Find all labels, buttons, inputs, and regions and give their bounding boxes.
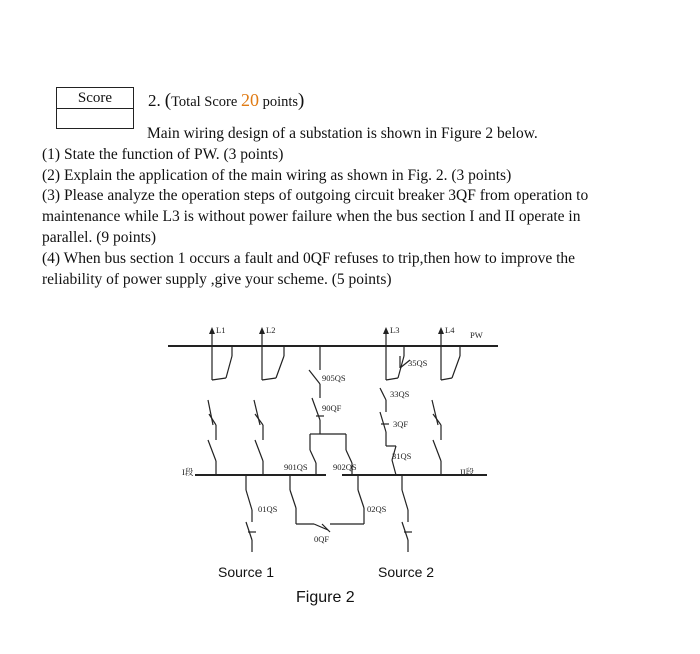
label-l3: L3 — [390, 325, 400, 335]
question-item-3: (3) Please analyze the operation steps of outgoing circuit breaker 3QF from operation to maintenance while L3 is without power failure when the bus section I and II operate in parallel. (9 points) — [42, 187, 589, 246]
figure-caption: Figure 2 — [296, 589, 355, 606]
label-source-2: Source 2 — [378, 564, 435, 580]
label-905qs: 905QS — [322, 373, 346, 383]
label-33qs: 33QS — [390, 389, 410, 399]
question-intro: Main wiring design of a substation is shown in Figure 2 below. — [147, 125, 538, 142]
source-1-branch — [246, 475, 256, 552]
label-0qf: 0QF — [314, 534, 330, 544]
label-bus-2: II段 — [460, 467, 475, 477]
label-02qs: 02QS — [367, 504, 387, 514]
label-01qs: 01QS — [258, 504, 278, 514]
question-item-4: (4) When bus section 1 occurs a fault and 0QF refuses to trip,then how to improve the reliability of power supply ,give your scheme. (5 points) — [42, 249, 576, 288]
total-points: 20 — [240, 90, 259, 110]
score-label: Score — [57, 88, 133, 109]
l2-feeder — [254, 327, 284, 475]
l4-feeder — [432, 327, 460, 475]
label-source-1: Source 1 — [218, 564, 275, 580]
bus-coupler — [290, 475, 364, 532]
label-90qf: 90QF — [322, 403, 342, 413]
label-3qf: 3QF — [393, 419, 409, 429]
question-item-1: (1) State the function of PW. (3 points) — [42, 145, 284, 163]
total-score-prefix: Total Score — [171, 94, 241, 110]
label-901qs: 901QS — [284, 462, 308, 472]
label-l2: L2 — [266, 325, 276, 335]
close-paren: ) — [298, 90, 305, 111]
question-number: 2. — [148, 91, 161, 110]
label-902qs: 902QS — [333, 462, 357, 472]
label-l4: L4 — [445, 325, 455, 335]
question-item-2: (2) Explain the application of the main wiring as shown in Fig. 2. (3 points) — [42, 166, 512, 184]
total-score-suffix: points — [258, 94, 299, 110]
label-35qs: 35QS — [408, 358, 428, 368]
label-bus-1: I段 — [182, 467, 194, 477]
source-2-branch — [402, 475, 412, 552]
label-31qs: 31QS — [392, 451, 412, 461]
l1-feeder — [208, 327, 232, 475]
label-l1: L1 — [216, 325, 226, 335]
label-pw: PW — [470, 330, 483, 340]
open-paren: ( — [164, 90, 172, 111]
